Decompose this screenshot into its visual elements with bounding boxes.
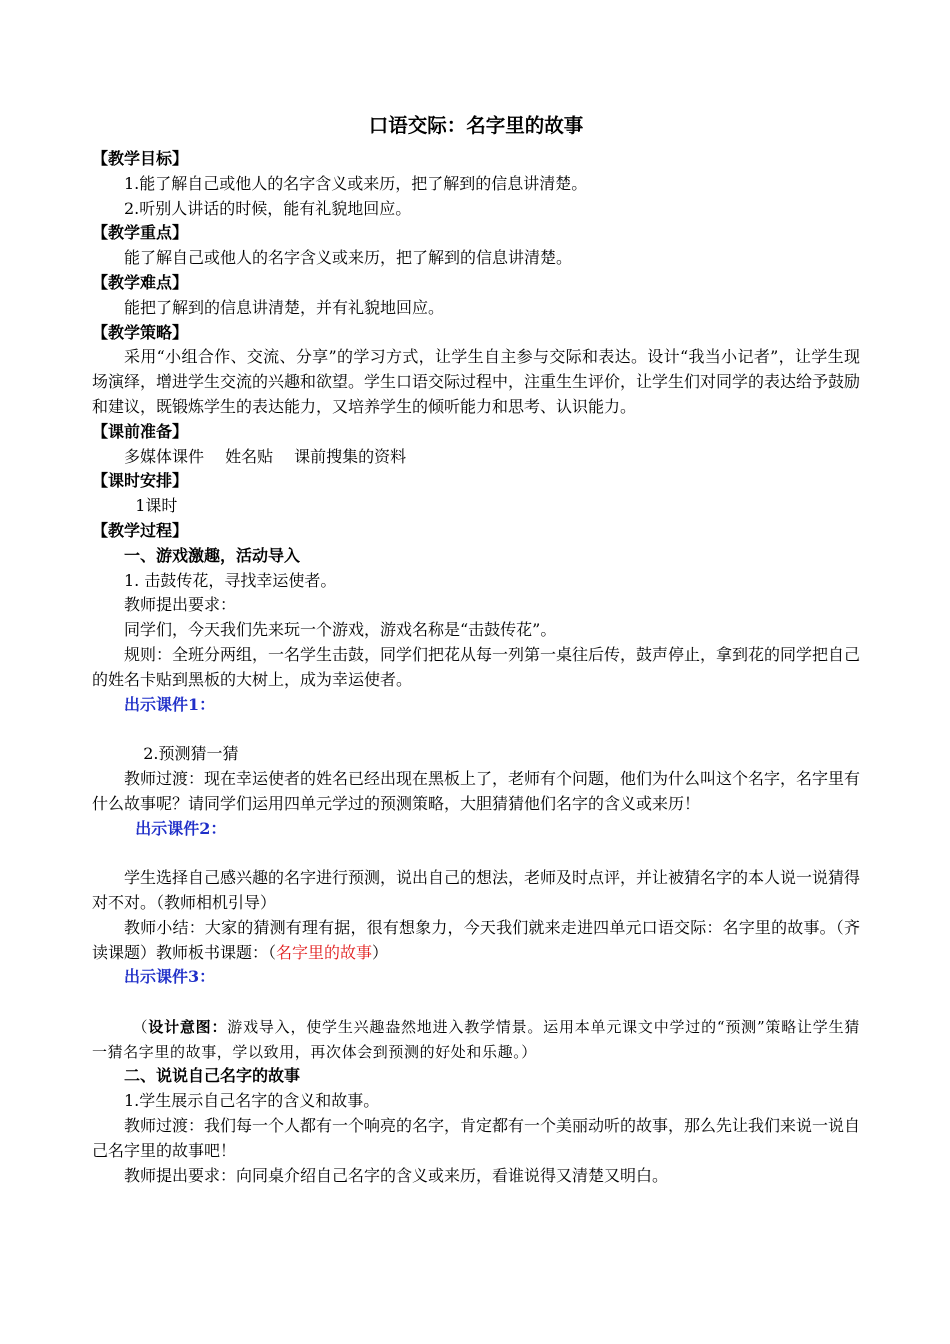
- goal-item: 2.听别人讲话的时候，能有礼貌地回应。: [124, 198, 412, 218]
- show-courseware-2: 出示课件2：: [135, 818, 227, 838]
- show-courseware-1: 出示课件1：: [124, 694, 216, 714]
- spacer: [92, 841, 860, 866]
- board-title: 名字里的故事: [276, 942, 373, 962]
- requirement-label: 教师提出要求：: [124, 595, 237, 615]
- goals-heading: 【教学目标】: [92, 149, 189, 168]
- strategy-heading: 【教学策略】: [92, 322, 189, 342]
- part1-heading: 一、游戏激趣，活动导入: [124, 545, 301, 565]
- game-rule: 规则：全班分两组，一名学生击鼓，同学们把花从每一列第一桌往后传，鼓声停止，拿到花的同学把自己的姓名卡贴到黑板的大树上，成为幸运使者。: [92, 644, 861, 689]
- prediction-activity: 学生选择自己感兴趣的名字进行预测，说出自己的想法，老师及时点评，并让被猜名字的本人说一说猜得对不对。（教师相机引导）: [92, 868, 861, 912]
- document-page: [92, 108, 860, 1188]
- goal-item: 1.能了解自己或他人的名字含义或来历，把了解到的信息讲清楚。: [124, 173, 588, 193]
- teacher-transition: 教师过渡：现在幸运使者的姓名已经出现在黑板上了，老师有个问题，他们为什么叫这个名字，名字里有什么故事呢？请同学们运用四单元学过的预测策略，大胆猜猜他们名字的含义或来历！: [92, 768, 861, 813]
- focus-text: 能了解自己或他人的名字含义或来历，把了解到的信息讲清楚。: [124, 248, 573, 268]
- difficulty-text: 能把了解到的信息讲清楚，并有礼貌地回应。: [124, 297, 445, 317]
- design-intent: [92, 1015, 860, 1065]
- prep-heading: 【课前准备】: [92, 421, 189, 441]
- schedule-heading: 【课时安排】: [92, 471, 189, 491]
- document-title: 口语交际：名字里的故事: [368, 114, 584, 137]
- design-open: （: [132, 1017, 149, 1036]
- difficulty-heading: 【教学难点】: [92, 272, 189, 292]
- part1-step2: 2.预测猜一猜: [143, 744, 239, 764]
- focus-heading: 【教学重点】: [92, 223, 189, 243]
- game-intro: 同学们，今天我们先来玩一个游戏，游戏名称是“击鼓传花”。: [124, 620, 557, 640]
- summary-close: ）: [372, 942, 389, 962]
- design-text: 游戏导入，使学生兴趣盎然地进入教学情景。运用本单元课文中学过的“预测”策略让学生猜一猜名字里的故事，学以致用，再次体会到预测的好处和乐趣。）: [92, 1017, 860, 1061]
- show-courseware-3: 出示课件3：: [124, 967, 216, 987]
- schedule-text: 1课时: [135, 496, 178, 516]
- part2-requirement: 教师提出要求：向同桌介绍自己名字的含义或来历，看谁说得又清楚又明白。: [124, 1165, 669, 1185]
- strategy-text: 采用“小组合作、交流、分享”的学习方式，让学生自主参与交际和表达。设计“我当小记者”，让学生现场演绎，增进学生交流的兴趣和欲望。学生口语交际过程中，注重生生评价，让学生们对同学的表达给予鼓励和建议，既锻炼学生的表达能力，又培养学生的倾听能力和思考、认识能力。: [92, 347, 861, 416]
- part2-step1: 1.学生展示自己名字的含义和故事。: [124, 1091, 380, 1111]
- summary-text: 教师小结：大家的猜测有理有据，很有想象力，今天我们就来走进四单元口语交际：名字里的故事。（齐读课题）教师板书课题：（: [92, 917, 860, 962]
- design-label: 设计意图：: [148, 1017, 228, 1036]
- prep-text: 多媒体课件 姓名贴 课前搜集的资料: [124, 446, 407, 466]
- part2-heading: 二、说说自己名字的故事: [124, 1066, 301, 1086]
- spacer: [92, 717, 860, 742]
- part1-step1: 1. 击鼓传花，寻找幸运使者。: [124, 570, 337, 590]
- spacer: [92, 990, 860, 1015]
- part2-transition: 教师过渡：我们每一个人都有一个响亮的名字，肯定都有一个美丽动听的故事，那么先让我们来说一说自己名字里的故事吧！: [92, 1116, 861, 1160]
- process-heading: 【教学过程】: [92, 520, 189, 540]
- teacher-summary: [92, 916, 860, 966]
